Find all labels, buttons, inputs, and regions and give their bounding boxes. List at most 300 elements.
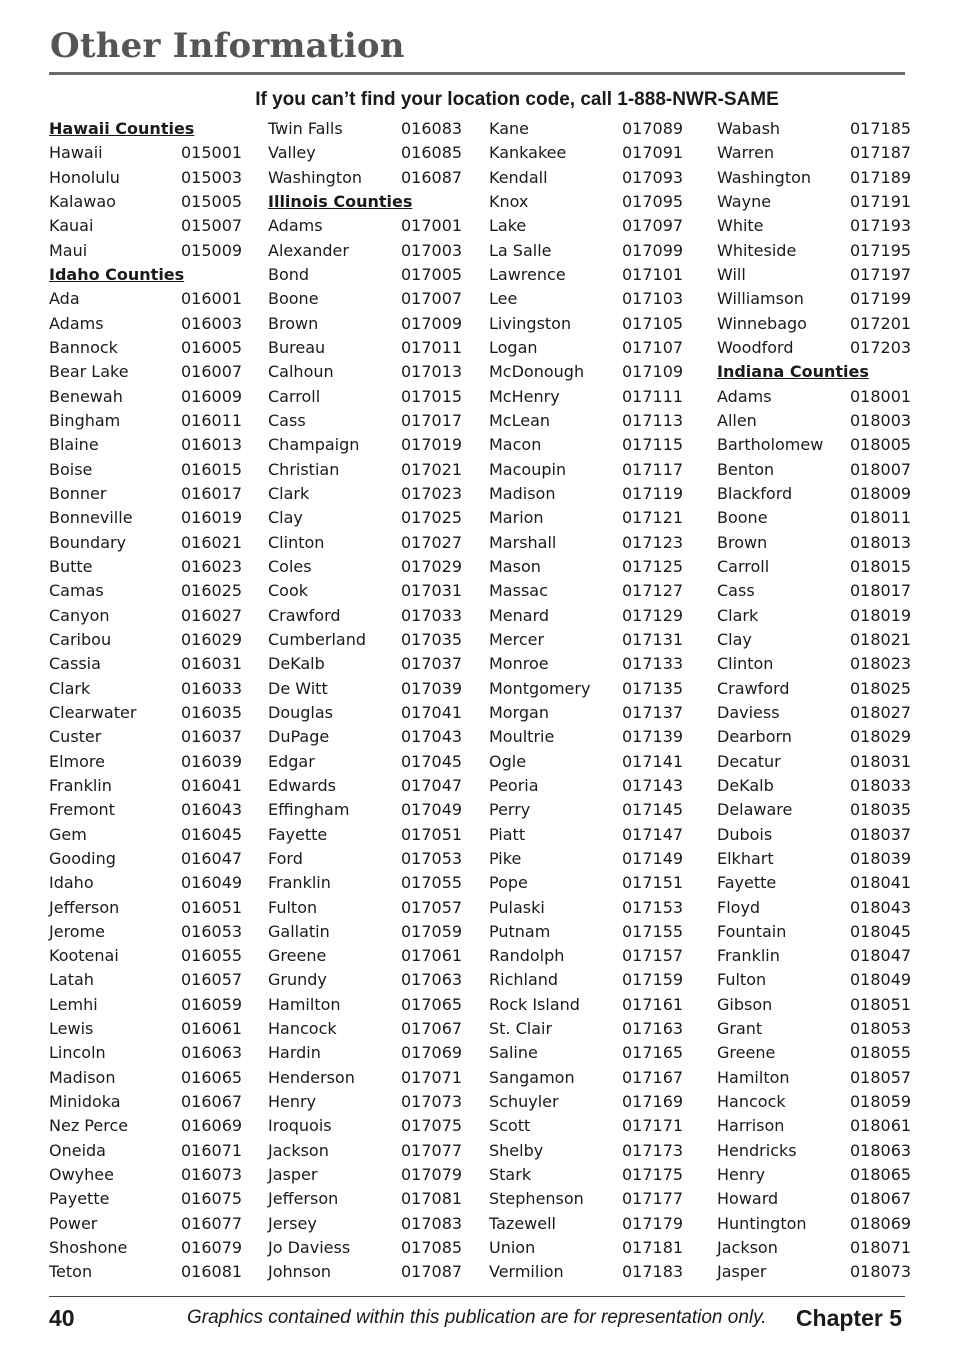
county-code: 017195 — [850, 240, 912, 260]
county-name: Allen — [717, 410, 757, 430]
county-name: Ada — [49, 289, 80, 309]
county-code: 016015 — [181, 459, 243, 479]
county-row — [268, 628, 463, 652]
county-name: Franklin — [49, 775, 112, 795]
county-row — [489, 968, 684, 992]
county-name: Johnson — [268, 1262, 332, 1282]
county-code: 016029 — [181, 629, 243, 649]
county-name: Greene — [717, 1043, 776, 1063]
county-name: Crawford — [717, 678, 790, 698]
county-code: 018035 — [850, 800, 912, 820]
county-code: 017081 — [401, 1189, 463, 1209]
county-row — [489, 385, 684, 409]
county-row — [49, 628, 243, 652]
county-name: Fountain — [717, 921, 787, 941]
county-row — [268, 1114, 463, 1138]
county-code: 016005 — [181, 337, 243, 357]
county-name: Marion — [489, 508, 544, 528]
county-code: 017133 — [622, 654, 684, 674]
county-row — [489, 944, 684, 968]
county-name: Fremont — [49, 800, 115, 820]
county-name: Bartholomew — [717, 435, 824, 455]
county-row — [489, 750, 684, 774]
county-name: De Witt — [268, 678, 328, 698]
county-code: 017057 — [401, 897, 463, 917]
county-code: 018045 — [850, 921, 912, 941]
county-name: McHenry — [489, 386, 560, 406]
county-code: 017173 — [622, 1140, 684, 1160]
county-code: 017131 — [622, 629, 684, 649]
county-name: Calhoun — [268, 362, 334, 382]
county-name: Delaware — [717, 800, 793, 820]
county-row — [49, 1066, 243, 1090]
county-code: 017035 — [401, 629, 463, 649]
state-section-header — [268, 190, 458, 214]
county-code: 016011 — [181, 410, 243, 430]
county-row — [489, 604, 684, 628]
county-name: Hawaii — [49, 143, 103, 163]
county-row — [49, 385, 243, 409]
county-name: Jerome — [49, 921, 106, 941]
county-name: McLean — [489, 410, 551, 430]
county-code: 018025 — [850, 678, 912, 698]
county-row — [489, 239, 684, 263]
county-row — [49, 798, 243, 822]
county-row — [49, 458, 243, 482]
county-name: Hancock — [268, 1019, 337, 1039]
county-row — [717, 336, 912, 360]
county-row — [268, 141, 463, 165]
county-code: 018067 — [850, 1189, 912, 1209]
county-row — [489, 482, 684, 506]
county-code: 017141 — [622, 751, 684, 771]
county-name: Power — [49, 1213, 98, 1233]
county-code: 016049 — [181, 873, 243, 893]
county-code: 017153 — [622, 897, 684, 917]
county-code: 017063 — [401, 970, 463, 990]
county-name: Hamilton — [268, 994, 341, 1014]
county-row — [49, 1236, 243, 1260]
county-code: 016071 — [181, 1140, 243, 1160]
county-row — [49, 701, 243, 725]
county-name: Clark — [268, 483, 310, 503]
county-code: 017147 — [622, 824, 684, 844]
county-row — [49, 433, 243, 457]
county-row — [49, 871, 243, 895]
county-name: Dearborn — [717, 727, 792, 747]
county-name: Adams — [717, 386, 772, 406]
county-row — [49, 239, 243, 263]
county-row — [49, 555, 243, 579]
county-row — [489, 190, 684, 214]
county-code: 015005 — [181, 191, 243, 211]
county-row — [268, 214, 463, 238]
county-name: Cassia — [49, 654, 101, 674]
county-row — [489, 555, 684, 579]
county-name: Kootenai — [49, 946, 119, 966]
county-code: 017125 — [622, 556, 684, 576]
county-row — [717, 531, 912, 555]
county-name: Pope — [489, 873, 528, 893]
county-code: 017187 — [850, 143, 912, 163]
county-row — [717, 896, 912, 920]
county-name: Custer — [49, 727, 102, 747]
county-code: 017103 — [622, 289, 684, 309]
county-name: Lee — [489, 289, 518, 309]
county-code: 016025 — [181, 581, 243, 601]
county-name: Bond — [268, 264, 310, 284]
county-code: 017003 — [401, 240, 463, 260]
county-row — [489, 141, 684, 165]
county-name: Scott — [489, 1116, 531, 1136]
county-row — [717, 482, 912, 506]
county-code: 018041 — [850, 873, 912, 893]
county-name: Jackson — [717, 1238, 778, 1258]
county-code: 017157 — [622, 946, 684, 966]
county-row — [489, 579, 684, 603]
county-code: 018003 — [850, 410, 912, 430]
county-code: 017155 — [622, 921, 684, 941]
county-code: 015009 — [181, 240, 243, 260]
county-code: 016039 — [181, 751, 243, 771]
county-code: 017171 — [622, 1116, 684, 1136]
county-name: Butte — [49, 556, 93, 576]
county-row — [49, 1139, 243, 1163]
county-name: Latah — [49, 970, 94, 990]
county-code: 017161 — [622, 994, 684, 1014]
county-code: 018047 — [850, 946, 912, 966]
county-name: Huntington — [717, 1213, 807, 1233]
county-name: Franklin — [717, 946, 780, 966]
county-name: Canyon — [49, 605, 110, 625]
county-name: Lewis — [49, 1019, 94, 1039]
county-code: 017183 — [622, 1262, 684, 1282]
county-row — [49, 214, 243, 238]
county-name: Marshall — [489, 532, 557, 552]
county-code: 017137 — [622, 702, 684, 722]
county-code: 017073 — [401, 1092, 463, 1112]
county-row — [268, 579, 463, 603]
county-name: Massac — [489, 581, 548, 601]
county-code: 017065 — [401, 994, 463, 1014]
county-name: Christian — [268, 459, 340, 479]
county-name: Warren — [717, 143, 775, 163]
county-code: 017177 — [622, 1189, 684, 1209]
county-name: Jasper — [717, 1262, 767, 1282]
county-row — [717, 677, 912, 701]
county-code: 017077 — [401, 1140, 463, 1160]
county-code: 018007 — [850, 459, 912, 479]
county-row — [268, 409, 463, 433]
county-row — [268, 798, 463, 822]
county-code: 017189 — [850, 167, 912, 187]
county-name: Lemhi — [49, 994, 98, 1014]
county-row — [268, 1236, 463, 1260]
county-code: 016021 — [181, 532, 243, 552]
county-code: 018027 — [850, 702, 912, 722]
county-row — [49, 993, 243, 1017]
county-code: 017007 — [401, 289, 463, 309]
county-name: Kauai — [49, 216, 94, 236]
county-name: Shoshone — [49, 1238, 128, 1258]
county-name: Edwards — [268, 775, 336, 795]
county-row — [717, 579, 912, 603]
county-code: 016043 — [181, 800, 243, 820]
county-name: Champaign — [268, 435, 360, 455]
county-row — [268, 1139, 463, 1163]
county-row — [489, 993, 684, 1017]
county-name: Washington — [717, 167, 812, 187]
county-code: 016073 — [181, 1165, 243, 1185]
county-name: Grant — [717, 1019, 763, 1039]
county-code: 017169 — [622, 1092, 684, 1112]
county-name: Fayette — [717, 873, 777, 893]
county-name: Mason — [489, 556, 541, 576]
county-name: Howard — [717, 1189, 779, 1209]
county-name: Idaho — [49, 873, 94, 893]
county-code: 017145 — [622, 800, 684, 820]
county-row — [489, 166, 684, 190]
county-row — [489, 336, 684, 360]
county-row — [489, 1260, 684, 1284]
county-code: 017075 — [401, 1116, 463, 1136]
county-name: Fulton — [717, 970, 767, 990]
county-row — [717, 239, 912, 263]
county-row — [268, 312, 463, 336]
county-name: Montgomery — [489, 678, 591, 698]
county-code: 016075 — [181, 1189, 243, 1209]
county-row — [268, 725, 463, 749]
county-code: 016063 — [181, 1043, 243, 1063]
county-name: Henry — [268, 1092, 317, 1112]
county-name: Lawrence — [489, 264, 566, 284]
county-row — [49, 944, 243, 968]
county-name: Blaine — [49, 435, 99, 455]
county-name: Ford — [268, 848, 303, 868]
county-row — [489, 312, 684, 336]
county-name: Madison — [49, 1067, 116, 1087]
state-section-header — [49, 117, 239, 141]
county-name: Alexander — [268, 240, 349, 260]
county-name: Madison — [489, 483, 556, 503]
county-row — [489, 1163, 684, 1187]
page-number: 40 — [49, 1305, 75, 1331]
county-code: 018063 — [850, 1140, 912, 1160]
county-row — [49, 482, 243, 506]
county-row — [268, 433, 463, 457]
county-code: 017159 — [622, 970, 684, 990]
county-code: 017097 — [622, 216, 684, 236]
county-row — [268, 944, 463, 968]
county-row — [49, 531, 243, 555]
county-code: 016059 — [181, 994, 243, 1014]
county-name: Lake — [489, 216, 527, 236]
county-row — [268, 506, 463, 530]
county-name: Honolulu — [49, 167, 120, 187]
county-code: 018043 — [850, 897, 912, 917]
county-row — [489, 823, 684, 847]
county-name: Jefferson — [268, 1189, 339, 1209]
county-code: 018055 — [850, 1043, 912, 1063]
county-code: 017181 — [622, 1238, 684, 1258]
county-row — [489, 871, 684, 895]
state-name: Illinois Counties — [268, 191, 413, 211]
county-row — [268, 336, 463, 360]
county-code: 017015 — [401, 386, 463, 406]
county-row — [717, 141, 912, 165]
county-code: 017143 — [622, 775, 684, 795]
county-row — [49, 1187, 243, 1211]
state-name: Hawaii Counties — [49, 119, 195, 138]
county-row — [49, 604, 243, 628]
county-name: Brown — [268, 313, 319, 333]
county-code: 017099 — [622, 240, 684, 260]
county-row — [268, 287, 463, 311]
county-name: Monroe — [489, 654, 549, 674]
county-code: 018013 — [850, 532, 912, 552]
county-row — [489, 1066, 684, 1090]
county-row — [49, 1114, 243, 1138]
county-code: 016065 — [181, 1067, 243, 1087]
county-code: 018015 — [850, 556, 912, 576]
county-code: 017021 — [401, 459, 463, 479]
county-code: 017069 — [401, 1043, 463, 1063]
county-row — [717, 409, 912, 433]
county-code: 018065 — [850, 1165, 912, 1185]
county-code: 016057 — [181, 970, 243, 990]
county-row — [268, 993, 463, 1017]
county-code: 017199 — [850, 289, 912, 309]
county-code: 017201 — [850, 313, 912, 333]
county-column-2 — [268, 117, 463, 1285]
county-code: 017045 — [401, 751, 463, 771]
county-row — [717, 604, 912, 628]
county-code: 017067 — [401, 1019, 463, 1039]
county-code: 018005 — [850, 435, 912, 455]
county-name: Kane — [489, 119, 529, 138]
county-row — [489, 920, 684, 944]
county-name: Clearwater — [49, 702, 137, 722]
county-row — [268, 482, 463, 506]
county-name: Cook — [268, 581, 309, 601]
county-name: Boundary — [49, 532, 127, 552]
county-row — [717, 458, 912, 482]
county-name: Piatt — [489, 824, 526, 844]
county-code: 017135 — [622, 678, 684, 698]
county-row — [268, 458, 463, 482]
county-name: Vermilion — [489, 1262, 564, 1282]
county-name: Saline — [489, 1043, 538, 1063]
county-name: Wabash — [717, 119, 781, 138]
county-row — [717, 944, 912, 968]
county-row — [717, 847, 912, 871]
county-name: Douglas — [268, 702, 333, 722]
county-name: Stark — [489, 1165, 532, 1185]
county-name: Gem — [49, 824, 87, 844]
county-name: Cass — [717, 581, 755, 601]
county-row — [717, 1114, 912, 1138]
county-row — [49, 823, 243, 847]
county-row — [268, 1212, 463, 1236]
county-code: 018039 — [850, 848, 912, 868]
county-row — [268, 652, 463, 676]
county-row — [49, 896, 243, 920]
county-name: Macon — [489, 435, 542, 455]
county-name: Hardin — [268, 1043, 321, 1063]
county-row — [268, 677, 463, 701]
county-name: Crawford — [268, 605, 341, 625]
county-row — [49, 725, 243, 749]
county-code: 016001 — [181, 289, 243, 309]
county-code: 016061 — [181, 1019, 243, 1039]
county-row — [49, 141, 243, 165]
chapter-label: Chapter 5 — [795, 1305, 902, 1331]
county-row — [717, 968, 912, 992]
county-code: 016079 — [181, 1238, 243, 1258]
county-row — [49, 166, 243, 190]
county-row — [268, 701, 463, 725]
county-row — [268, 1187, 463, 1211]
county-code: 017027 — [401, 532, 463, 552]
county-row — [717, 506, 912, 530]
county-code: 017093 — [622, 167, 684, 187]
county-name: White — [717, 216, 764, 236]
county-name: Gallatin — [268, 921, 330, 941]
county-name: Carroll — [268, 386, 321, 406]
county-row — [717, 701, 912, 725]
county-row — [49, 287, 243, 311]
county-name: Clay — [717, 629, 752, 649]
county-row — [49, 652, 243, 676]
county-row — [717, 1260, 912, 1284]
county-row — [489, 458, 684, 482]
county-name: Knox — [489, 191, 529, 211]
county-code: 016077 — [181, 1213, 243, 1233]
county-row — [268, 920, 463, 944]
county-row — [489, 1041, 684, 1065]
county-name: Twin Falls — [268, 119, 343, 138]
county-row — [268, 823, 463, 847]
county-row — [489, 798, 684, 822]
county-name: Teton — [49, 1262, 93, 1282]
county-row — [717, 725, 912, 749]
county-name: Oneida — [49, 1140, 106, 1160]
county-name: Bear Lake — [49, 362, 129, 382]
county-name: Elkhart — [717, 848, 774, 868]
county-code: 017113 — [622, 410, 684, 430]
county-code: 017029 — [401, 556, 463, 576]
county-code: 017119 — [622, 483, 684, 503]
county-row — [49, 409, 243, 433]
county-code: 015007 — [181, 216, 243, 236]
county-code: 018053 — [850, 1019, 912, 1039]
county-row — [268, 604, 463, 628]
county-code: 017053 — [401, 848, 463, 868]
county-row — [717, 555, 912, 579]
county-name: DeKalb — [268, 654, 325, 674]
county-row — [489, 1114, 684, 1138]
county-code: 017087 — [401, 1262, 463, 1282]
county-code: 017033 — [401, 605, 463, 625]
county-code: 016003 — [181, 313, 243, 333]
county-row — [49, 360, 243, 384]
county-row — [717, 117, 912, 141]
county-name: Peoria — [489, 775, 539, 795]
county-name: Elmore — [49, 751, 105, 771]
county-code: 017165 — [622, 1043, 684, 1063]
county-code: 018023 — [850, 654, 912, 674]
county-code: 017123 — [622, 532, 684, 552]
